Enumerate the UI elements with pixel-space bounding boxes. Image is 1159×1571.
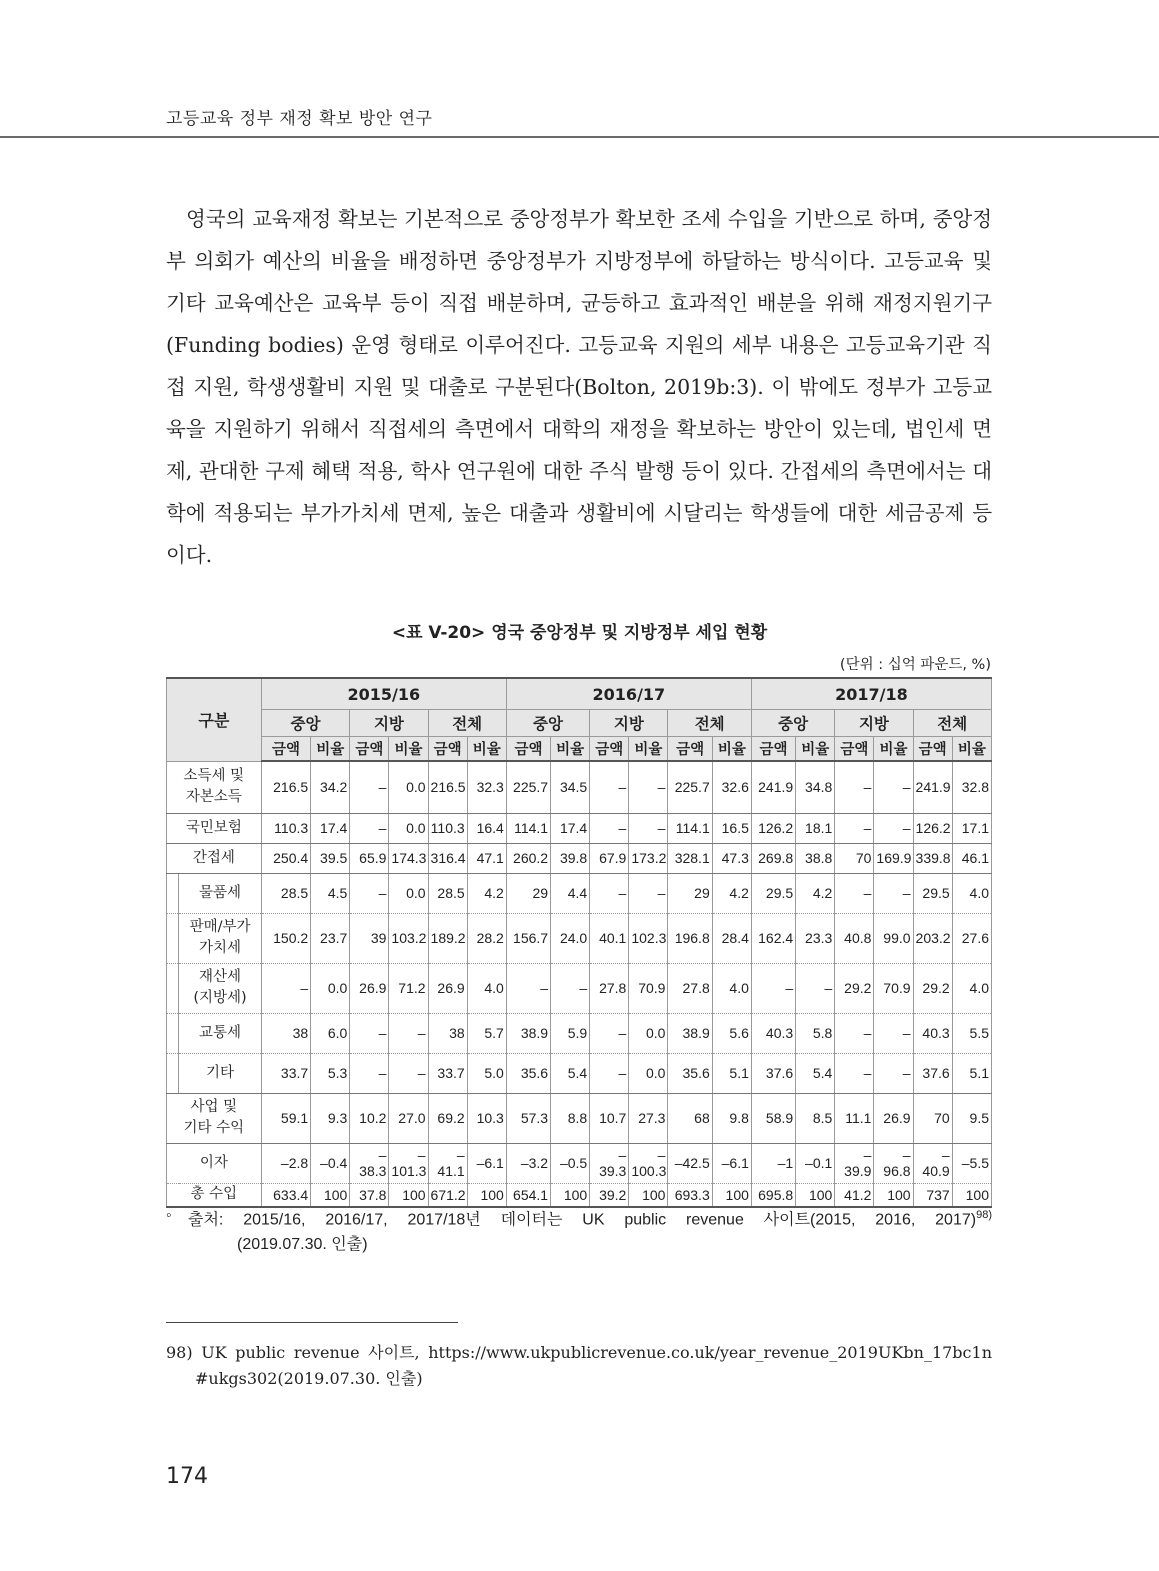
- body-paragraph: 영국의 교육재정 확보는 기본적으로 중앙정부가 확보한 조세 수입을 기반으로 하며, 중앙정부 의회가 예산의 비율을 배정하면 중앙정부가 지방정부에 하달하는 방식이다. 고등교육 및 기타 교육예산은 교육부 등이 직접 배분하며, 균등하고 효과적인 배분을 위해 재정지원기구(Funding bodies) 운영 형태로 이루어진다. 고등교육 지원의 세부 내용은 고등교육기관 직접 지원, 학생생활비 지원 및 대출로 구분된다(Bolton, 2019b:3). 이 밖에도 정부가 고등교육을 지원하기 위해서 직접세의 측면에서 대학의 재정을 확보하는 방안이 있는데, 법인세 면제, 관대한 구제 혜택 적용, 학사 연구원에 대한 주식 발행 등이 있다. 간접세의 측면에서는 대학에 적용되는 부가가치세 면제, 높은 대출과 생활비에 시달리는 학생들에 대한 세금공제 등이다.: [166, 207, 992, 567]
- table-cell: –100.3: [629, 1143, 668, 1183]
- table-cell: 216.5: [428, 761, 467, 813]
- table-cell: 4.0: [952, 873, 991, 913]
- table-cell: –: [835, 761, 874, 813]
- header-measure: 비율: [629, 737, 668, 762]
- table-cell: 27.8: [590, 963, 629, 1013]
- header-measure: 금액: [350, 737, 389, 762]
- row-label: 총 수입: [167, 1183, 262, 1207]
- header-group: 지방: [835, 710, 913, 737]
- header-measure: 비율: [389, 737, 428, 762]
- table-row: [167, 873, 992, 913]
- header-year: 2016/17: [506, 678, 751, 710]
- table-cell: 29.5: [913, 873, 952, 913]
- table-cell: 29.5: [751, 873, 795, 913]
- table-cell: 0.0: [311, 963, 350, 1013]
- table-cell: –1: [751, 1143, 795, 1183]
- table-cell: 5.1: [952, 1053, 991, 1093]
- indent-cell: [167, 1013, 179, 1053]
- table-cell: 633.4: [261, 1183, 310, 1207]
- table-cell: 29: [506, 873, 550, 913]
- header-rule: [0, 136, 1159, 138]
- table-cell: –39.3: [590, 1143, 629, 1183]
- table-cell: 316.4: [428, 843, 467, 873]
- row-label: 소득세 및 자본소득: [167, 761, 262, 813]
- table-unit: (단위 : 십억 파운드, %): [839, 657, 991, 673]
- table-cell: 26.9: [350, 963, 389, 1013]
- header-measure: 금액: [668, 737, 712, 762]
- table-cell: 5.7: [467, 1013, 506, 1053]
- indent-cell: [167, 1053, 179, 1093]
- table-cell: 41.2: [835, 1183, 874, 1207]
- header-year: 2017/18: [751, 678, 991, 710]
- header-gubun: 구분: [167, 678, 262, 761]
- table-cell: –6.1: [467, 1143, 506, 1183]
- table-cell: 9.8: [712, 1093, 751, 1143]
- table-cell: 34.2: [311, 761, 350, 813]
- table-row: [167, 1093, 992, 1143]
- table-cell: 5.0: [467, 1053, 506, 1093]
- source-text: 출처: 2015/16, 2016/17, 2017/18년 데이터는 UK public revenue 사이트(2015, 2016, 2017): [188, 1211, 977, 1229]
- header-measure: 금액: [751, 737, 795, 762]
- table-cell: –38.3: [350, 1143, 389, 1183]
- table-cell: 17.1: [952, 813, 991, 843]
- table-cell: 5.8: [796, 1013, 835, 1053]
- header-measure: 비율: [796, 737, 835, 762]
- footnote-rule: [166, 1322, 458, 1323]
- table-cell: 10.7: [590, 1093, 629, 1143]
- table-cell: –: [590, 1013, 629, 1053]
- table-cell: 6.0: [311, 1013, 350, 1053]
- table-cell: 33.7: [261, 1053, 310, 1093]
- table-cell: 27.6: [952, 913, 991, 963]
- table-cell: –: [629, 761, 668, 813]
- table-cell: 5.3: [311, 1053, 350, 1093]
- table-cell: 100: [467, 1183, 506, 1207]
- header-group: 전체: [428, 710, 506, 737]
- table-cell: 103.2: [389, 913, 428, 963]
- table-cell: 28.2: [467, 913, 506, 963]
- table-cell: 0.0: [629, 1013, 668, 1053]
- header-measure: 비율: [952, 737, 991, 762]
- source-bullet: ◦: [166, 1207, 172, 1224]
- table-cell: 38: [261, 1013, 310, 1053]
- table-cell: 40.3: [751, 1013, 795, 1053]
- table-cell: –: [350, 1013, 389, 1053]
- table-cell: 5.1: [712, 1053, 751, 1093]
- table-cell: 26.9: [428, 963, 467, 1013]
- table-cell: 32.3: [467, 761, 506, 813]
- table-cell: –0.1: [796, 1143, 835, 1183]
- table-cell: 4.5: [311, 873, 350, 913]
- table-cell: 241.9: [751, 761, 795, 813]
- row-label: 판매/부가 가치세: [179, 913, 261, 963]
- table-cell: 67.9: [590, 843, 629, 873]
- table-cell: 0.0: [389, 813, 428, 843]
- table-cell: –6.1: [712, 1143, 751, 1183]
- table-cell: –: [590, 1053, 629, 1093]
- table-cell: 10.2: [350, 1093, 389, 1143]
- table-cell: –: [350, 761, 389, 813]
- footnote-line-2: #ukgs302(2019.07.30. 인출): [195, 1369, 423, 1388]
- row-label: 기타: [179, 1053, 261, 1093]
- table-cell: 269.8: [751, 843, 795, 873]
- table-cell: 5.4: [551, 1053, 590, 1093]
- row-label: 간접세: [167, 843, 262, 873]
- table-cell: 203.2: [913, 913, 952, 963]
- table-cell: –: [551, 963, 590, 1013]
- table-cell: 35.6: [506, 1053, 550, 1093]
- table-cell: 38.9: [668, 1013, 712, 1053]
- table-cell: 40.8: [835, 913, 874, 963]
- table-cell: 189.2: [428, 913, 467, 963]
- table-cell: 38.8: [796, 843, 835, 873]
- table-cell: 100: [874, 1183, 913, 1207]
- table-cell: 18.1: [796, 813, 835, 843]
- table-cell: 654.1: [506, 1183, 550, 1207]
- table-cell: 100: [796, 1183, 835, 1207]
- table-cell: 33.7: [428, 1053, 467, 1093]
- header-group: 지방: [350, 710, 428, 737]
- table-cell: 225.7: [506, 761, 550, 813]
- table-cell: 100: [551, 1183, 590, 1207]
- table-cell: 695.8: [751, 1183, 795, 1207]
- header-group: 지방: [590, 710, 668, 737]
- table-cell: –40.9: [913, 1143, 952, 1183]
- table-cell: 27.3: [629, 1093, 668, 1143]
- table-cell: –: [796, 963, 835, 1013]
- table-cell: 58.9: [751, 1093, 795, 1143]
- table-cell: 27.0: [389, 1093, 428, 1143]
- header-measure: 금액: [428, 737, 467, 762]
- table-cell: 70.9: [874, 963, 913, 1013]
- table-row: [167, 1013, 992, 1053]
- table-cell: 225.7: [668, 761, 712, 813]
- table-cell: 126.2: [751, 813, 795, 843]
- table-cell: 328.1: [668, 843, 712, 873]
- table-cell: 100: [952, 1183, 991, 1207]
- header-measure: 비율: [712, 737, 751, 762]
- row-label: 이자: [167, 1143, 262, 1183]
- table-cell: –: [590, 813, 629, 843]
- table-cell: –: [835, 873, 874, 913]
- table-cell: 150.2: [261, 913, 310, 963]
- table-cell: –: [874, 1053, 913, 1093]
- table-cell: 173.2: [629, 843, 668, 873]
- row-label: 사업 및 기타 수익: [167, 1093, 262, 1143]
- table-cell: –0.5: [551, 1143, 590, 1183]
- table-cell: 37.8: [350, 1183, 389, 1207]
- table-cell: –: [874, 813, 913, 843]
- table-cell: 250.4: [261, 843, 310, 873]
- table-cell: 40.3: [913, 1013, 952, 1053]
- table-cell: –2.8: [261, 1143, 310, 1183]
- table-cell: 24.0: [551, 913, 590, 963]
- table-cell: 28.4: [712, 913, 751, 963]
- table-cell: –0.4: [311, 1143, 350, 1183]
- table-cell: –: [874, 873, 913, 913]
- table-row: [167, 963, 992, 1013]
- table-cell: 39.5: [311, 843, 350, 873]
- table-cell: 100: [311, 1183, 350, 1207]
- table-cell: 37.6: [913, 1053, 952, 1093]
- table-cell: 260.2: [506, 843, 550, 873]
- header-measure: 금액: [590, 737, 629, 762]
- table-cell: 70: [835, 843, 874, 873]
- page-number: 174: [166, 1464, 208, 1489]
- footnote: [166, 1340, 992, 1392]
- running-title: 고등교육 정부 재정 확보 방안 연구: [166, 109, 433, 129]
- header-group: 중앙: [506, 710, 589, 737]
- header-measure: 비율: [874, 737, 913, 762]
- table-row: [167, 843, 992, 873]
- table-cell: 216.5: [261, 761, 310, 813]
- table-cell: 23.3: [796, 913, 835, 963]
- table-cell: 47.1: [467, 843, 506, 873]
- table-cell: 29.2: [913, 963, 952, 1013]
- table-cell: 5.9: [551, 1013, 590, 1053]
- table-cell: 70.9: [629, 963, 668, 1013]
- indent-cell: [167, 873, 179, 913]
- table-cell: –101.3: [389, 1143, 428, 1183]
- table-cell: 114.1: [668, 813, 712, 843]
- table-cell: –3.2: [506, 1143, 550, 1183]
- source-footnote-ref: 98): [976, 1209, 992, 1221]
- table-cell: 671.2: [428, 1183, 467, 1207]
- table-cell: 37.6: [751, 1053, 795, 1093]
- table-cell: –: [261, 963, 310, 1013]
- table-cell: 0.0: [389, 761, 428, 813]
- table-cell: –: [350, 813, 389, 843]
- table-cell: –: [874, 761, 913, 813]
- table-cell: 162.4: [751, 913, 795, 963]
- header-measure: 비율: [551, 737, 590, 762]
- table-cell: 0.0: [629, 1053, 668, 1093]
- header-group: 전체: [913, 710, 991, 737]
- table-cell: –: [835, 1053, 874, 1093]
- table-cell: 39: [350, 913, 389, 963]
- header-measure: 금액: [835, 737, 874, 762]
- table-cell: 38: [428, 1013, 467, 1053]
- header-measure: 비율: [467, 737, 506, 762]
- header-measure: 금액: [913, 737, 952, 762]
- table-cell: 339.8: [913, 843, 952, 873]
- table-cell: 34.8: [796, 761, 835, 813]
- table-cell: –5.5: [952, 1143, 991, 1183]
- table-cell: 29.2: [835, 963, 874, 1013]
- table-cell: 9.5: [952, 1093, 991, 1143]
- table-cell: –39.9: [835, 1143, 874, 1183]
- table-cell: 16.4: [467, 813, 506, 843]
- table-cell: 693.3: [668, 1183, 712, 1207]
- table-cell: 5.4: [796, 1053, 835, 1093]
- table-row: [167, 761, 992, 813]
- table-cell: 17.4: [311, 813, 350, 843]
- table-cell: 38.9: [506, 1013, 550, 1053]
- table-cell: –96.8: [874, 1143, 913, 1183]
- table-cell: 68: [668, 1093, 712, 1143]
- table-cell: 100: [629, 1183, 668, 1207]
- table-cell: –: [350, 873, 389, 913]
- table-cell: 99.0: [874, 913, 913, 963]
- indent-cell: [167, 913, 179, 963]
- table-cell: 17.4: [551, 813, 590, 843]
- table-cell: 57.3: [506, 1093, 550, 1143]
- table-cell: 5.6: [712, 1013, 751, 1053]
- revenue-table: [166, 677, 992, 1208]
- table-cell: 39.8: [551, 843, 590, 873]
- table-cell: 40.1: [590, 913, 629, 963]
- table-cell: 4.2: [712, 873, 751, 913]
- table-cell: 4.0: [467, 963, 506, 1013]
- table-cell: 11.1: [835, 1093, 874, 1143]
- table-cell: 4.0: [952, 963, 991, 1013]
- table-cell: 39.2: [590, 1183, 629, 1207]
- row-label: 교통세: [179, 1013, 261, 1053]
- table-cell: 27.8: [668, 963, 712, 1013]
- table-row: [167, 1143, 992, 1183]
- table-cell: 8.8: [551, 1093, 590, 1143]
- table-cell: 4.2: [467, 873, 506, 913]
- table-cell: 110.3: [261, 813, 310, 843]
- row-label: 국민보험: [167, 813, 262, 843]
- table-cell: 8.5: [796, 1093, 835, 1143]
- header-group: 전체: [668, 710, 751, 737]
- header-group: 중앙: [261, 710, 350, 737]
- indent-cell: [167, 963, 179, 1013]
- table-cell: –: [835, 813, 874, 843]
- table-cell: 114.1: [506, 813, 550, 843]
- table-cell: –42.5: [668, 1143, 712, 1183]
- table-cell: 0.0: [389, 873, 428, 913]
- table-cell: 26.9: [874, 1093, 913, 1143]
- table-cell: –41.1: [428, 1143, 467, 1183]
- table-cell: 737: [913, 1183, 952, 1207]
- table-cell: –: [835, 1013, 874, 1053]
- table-cell: 196.8: [668, 913, 712, 963]
- row-label: 재산세 (지방세): [179, 963, 261, 1013]
- table-cell: 23.7: [311, 913, 350, 963]
- footnote-line-1: 98) UK public revenue 사이트, https://www.ukpublicrevenue.co.uk/year_revenue_2019UKbn_17bc1n: [166, 1343, 992, 1362]
- header-measure: 비율: [311, 737, 350, 762]
- table-row: [167, 813, 992, 843]
- header-year: 2015/16: [261, 678, 506, 710]
- table-cell: 5.5: [952, 1013, 991, 1053]
- table-cell: 10.3: [467, 1093, 506, 1143]
- table-cell: –: [350, 1053, 389, 1093]
- header-group: 중앙: [751, 710, 834, 737]
- table-cell: –: [389, 1013, 428, 1053]
- table-cell: 32.8: [952, 761, 991, 813]
- source-retrieved: (2019.07.30. 인출): [237, 1236, 368, 1254]
- table-cell: 110.3: [428, 813, 467, 843]
- header-measure: 금액: [506, 737, 550, 762]
- table-cell: 156.7: [506, 913, 550, 963]
- table-cell: –: [629, 873, 668, 913]
- table-cell: 70: [913, 1093, 952, 1143]
- table-source: [166, 1203, 992, 1257]
- table-cell: 35.6: [668, 1053, 712, 1093]
- table-cell: –: [874, 1013, 913, 1053]
- table-cell: 46.1: [952, 843, 991, 873]
- table-cell: 241.9: [913, 761, 952, 813]
- table-cell: 28.5: [261, 873, 310, 913]
- table-cell: 100: [712, 1183, 751, 1207]
- table-cell: 9.3: [311, 1093, 350, 1143]
- table-cell: –: [389, 1053, 428, 1093]
- table-cell: –: [751, 963, 795, 1013]
- table-cell: 71.2: [389, 963, 428, 1013]
- table-cell: –: [629, 813, 668, 843]
- table-cell: 102.3: [629, 913, 668, 963]
- table-cell: 28.5: [428, 873, 467, 913]
- table-cell: 65.9: [350, 843, 389, 873]
- table-cell: 126.2: [913, 813, 952, 843]
- table-row: [167, 913, 992, 963]
- table-cell: –: [590, 761, 629, 813]
- table-cell: 59.1: [261, 1093, 310, 1143]
- table-cell: 4.0: [712, 963, 751, 1013]
- table-title: <표 V-20> 영국 중앙정부 및 지방정부 세입 현황: [391, 623, 768, 643]
- table-cell: 34.5: [551, 761, 590, 813]
- table-cell: 16.5: [712, 813, 751, 843]
- header-measure: 금액: [261, 737, 310, 762]
- row-label: 물품세: [179, 873, 261, 913]
- table-cell: –: [506, 963, 550, 1013]
- table-cell: 174.3: [389, 843, 428, 873]
- table-cell: 47.3: [712, 843, 751, 873]
- table-cell: 169.9: [874, 843, 913, 873]
- table-cell: 29: [668, 873, 712, 913]
- table-row: [167, 1053, 992, 1093]
- table-cell: 32.6: [712, 761, 751, 813]
- table-cell: 100: [389, 1183, 428, 1207]
- table-cell: 69.2: [428, 1093, 467, 1143]
- table-cell: 4.2: [796, 873, 835, 913]
- table-cell: 4.4: [551, 873, 590, 913]
- table-cell: –: [590, 873, 629, 913]
